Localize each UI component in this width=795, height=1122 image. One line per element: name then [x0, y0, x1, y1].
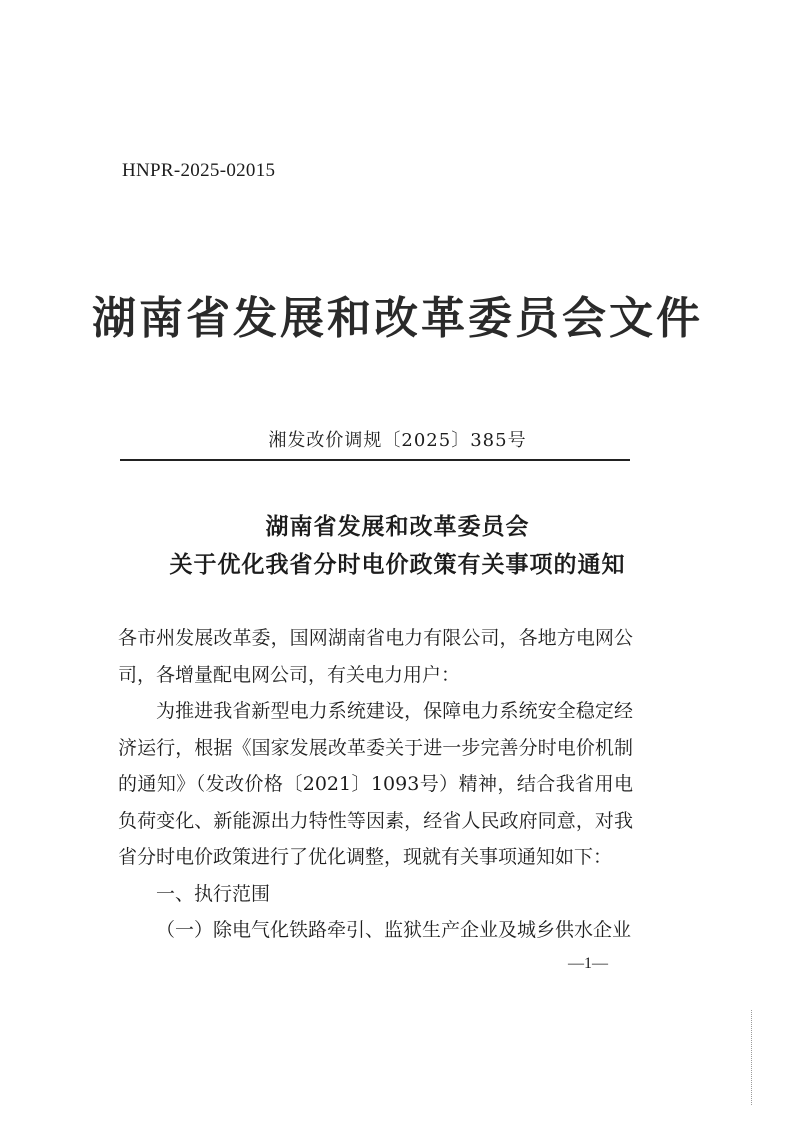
body-paragraph: 为推进我省新型电力系统建设，保障电力系统安全稳定经济运行，根据《国家发展改革委关于进一步完善分时电价机制的通知》（发改价格〔2021〕1093号）精神，结合我省用电负荷变化、新能源出力特性等因素，经省人民政府同意，对我省分时电价政策进行了优化调整，现就有关事项通知如下：: [118, 700, 633, 868]
scan-edge-mark: [751, 1010, 752, 1105]
issuer-header: 湖南省发展和改革委员会文件: [92, 293, 703, 344]
section-item: （一）除电气化铁路牵引、监狱生产企业及城乡供水企业: [156, 919, 632, 941]
addressees: 各市州发展改革委，国网湖南省电力有限公司，各地方电网公司，各增量配电网公司，有关电力用户：: [118, 627, 633, 686]
document-number: 湘发改价调规〔2025〕385号: [268, 430, 527, 451]
page-number: —1—: [568, 955, 608, 972]
notice-title-line1: 湖南省发展和改革委员会: [265, 513, 530, 540]
header-divider: [120, 459, 630, 461]
document-code: HNPR-2025-02015: [122, 160, 276, 181]
notice-title-line2: 关于优化我省分时电价政策有关事项的通知: [169, 551, 626, 578]
section-heading: 一、执行范围: [156, 882, 271, 905]
notice-title: [0, 508, 795, 584]
notice-body: [118, 620, 633, 949]
